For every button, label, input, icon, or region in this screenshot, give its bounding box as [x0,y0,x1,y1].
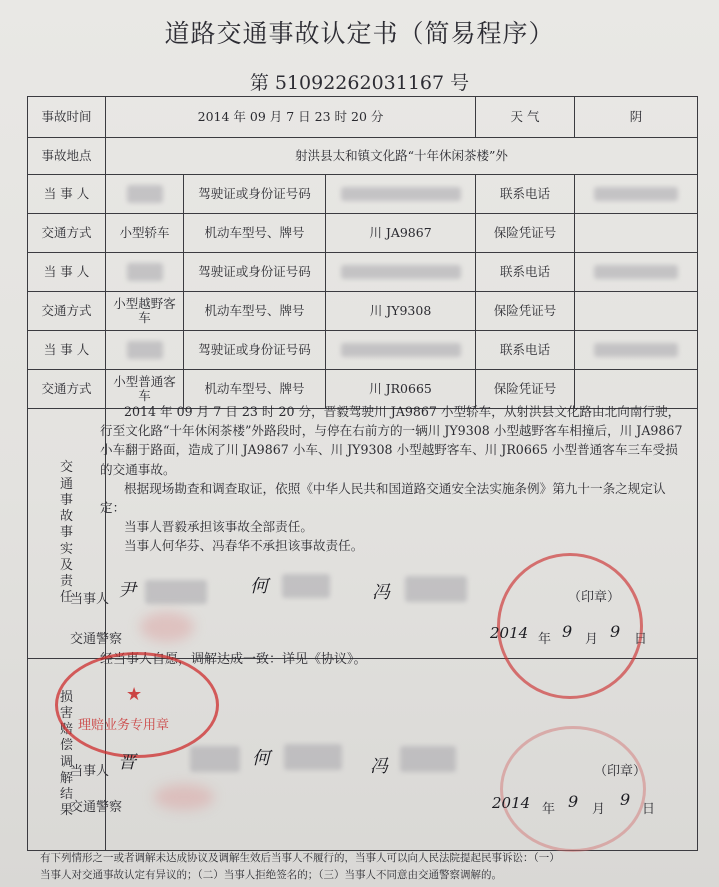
facts-text [100,402,690,556]
weather-label: 天 气 [476,97,575,138]
party-label: 当 事 人 [28,331,106,370]
table-row [28,292,698,331]
phone-label: 联系电话 [476,331,575,370]
signature-2: 何 [252,748,270,769]
mediation-date-year: 2014 [492,794,531,812]
signature-1: 晋 [118,752,136,773]
facts-date-month: 9 [562,622,573,641]
footer-line: 当事人对交通事故认定有异议的；（二）当事人拒绝签名的；（三）当事人不同意由交通警察调解的。 [40,869,502,881]
party-label: 当 事 人 [28,175,106,214]
mediation-section-text: 损害赔偿调解结果 [59,689,73,819]
document-title: 道路交通事故认定书（简易程序） [164,19,555,48]
mode-label: 交通方式 [28,292,106,331]
phone-redacted [575,253,698,292]
signature-redacted [400,746,456,772]
place-label: 事故地点 [28,138,106,175]
mediation-party-sign-label: 当事人 [70,764,110,779]
police-stamp [500,726,646,852]
phone-label: 联系电话 [476,175,575,214]
license-label: 驾驶证或身份证号码 [184,253,326,292]
phone-redacted [575,175,698,214]
responsibility-line: 当事人何华芬、冯春华不承担该事故责任。 [124,538,364,554]
license-redacted [326,253,476,292]
small-seal-mark [154,784,214,810]
signature-redacted [190,746,240,772]
facts-date-day-unit: 日 [634,632,648,647]
facts-date-month-unit: 月 [585,632,599,647]
small-seal-mark [140,612,194,642]
mediation-date-year-unit: 年 [542,802,556,817]
table-row [28,175,698,214]
mode-value: 小型普通客车 [106,370,184,409]
insurance-label: 保险凭证号 [476,292,575,331]
mediation-text: 经当事人自愿，调解达成一致：详见《协议》。 [100,652,367,667]
plate-label: 机动车型号、牌号 [184,292,326,331]
insurance-value [575,214,698,253]
plate-value: 川 JA9867 [326,214,476,253]
license-label: 驾驶证或身份证号码 [184,175,326,214]
time-value: 2014 年 09 月 7 日 23 时 20 分 [106,97,476,138]
facts-date-year-unit: 年 [538,632,552,647]
insurance-label: 保险凭证号 [476,370,575,409]
signature-3: 冯 [370,756,388,777]
mediation-date-month-unit: 月 [592,802,606,817]
table-row [28,253,698,292]
phone-label: 联系电话 [476,253,575,292]
signature-1: 尹 [118,580,136,601]
facts-paragraph: 2014 年 09 月 7 日 23 时 20 分，晋毅驾驶川 JA9867 小型轿车，从射洪县文化路由北向南行驶，行至文化路“十年休闲茶楼”外路段时，与停在右前方的一辆川 JY9308 小型越野客车相撞后，川 JA9867 小车翻于路面，造成了川 JA9867 小车、川 JY9308 小型越野客车、川 JR0665 小型普通客车三车受损的交通事故。 [100,404,683,477]
table-row [28,97,698,138]
mediation-date-day-unit: 日 [642,802,656,817]
insurance-stamp [55,652,219,758]
facts-seal-label: （印章） [568,590,621,605]
document-number: 第 51092262031167 号 [249,72,470,94]
mode-label: 交通方式 [28,370,106,409]
mediation-date-day: 9 [620,790,631,809]
mediation-seal-label: （印章） [594,764,647,779]
facts-date-year: 2014 [490,624,529,642]
license-redacted [326,331,476,370]
place-value: 射洪县太和镇文化路“十年休闲茶楼”外 [106,138,698,175]
plate-label: 机动车型号、牌号 [184,214,326,253]
insurance-label: 保险凭证号 [476,214,575,253]
weather-value: 阴 [575,97,698,138]
signature-2: 何 [250,576,268,597]
insurance-value [575,292,698,331]
party-name-redacted [106,331,184,370]
signature-redacted [145,580,207,604]
plate-value: 川 JR0665 [326,370,476,409]
mediation-date-month: 9 [568,792,579,811]
signature-3: 冯 [372,582,390,603]
signature-redacted [282,574,330,598]
mediation-police-sign-label: 交通警察 [70,800,123,815]
license-redacted [326,175,476,214]
party-label: 当 事 人 [28,253,106,292]
party-name-redacted [106,175,184,214]
facts-date-day: 9 [610,622,621,641]
facts-section-text: 交通事故事实及责任 [59,460,73,606]
plate-label: 机动车型号、牌号 [184,370,326,409]
responsibility-line: 当事人晋毅承担该事故全部责任。 [124,519,313,535]
footer-line: 有下列情形之一或者调解未达成协议及调解生效后当事人不履行的，当事人可以向人民法院提起民事诉讼：（一） [40,852,560,864]
footer-notice [40,850,710,884]
phone-redacted [575,331,698,370]
facts-paragraph: 根据现场勘查和调查取证，依照《中华人民共和国道路交通安全法实施条例》第九十一条之规定认定： [100,480,666,516]
mode-value: 小型越野客车 [106,292,184,331]
plate-value: 川 JY9308 [326,292,476,331]
facts-party-sign-label: 当事人 [70,592,110,607]
star-icon: ★ [126,684,143,705]
time-label: 事故时间 [28,97,106,138]
signature-redacted [405,576,467,602]
table-row [28,331,698,370]
mode-label: 交通方式 [28,214,106,253]
table-row [28,214,698,253]
party-name-redacted [106,253,184,292]
license-label: 驾驶证或身份证号码 [184,331,326,370]
facts-section-label [28,409,106,659]
insurance-stamp-text: 理赔业务专用章 [78,718,170,733]
table-row [28,138,698,175]
facts-police-sign-label: 交通警察 [70,632,123,647]
mode-value: 小型轿车 [106,214,184,253]
signature-redacted [284,744,342,770]
